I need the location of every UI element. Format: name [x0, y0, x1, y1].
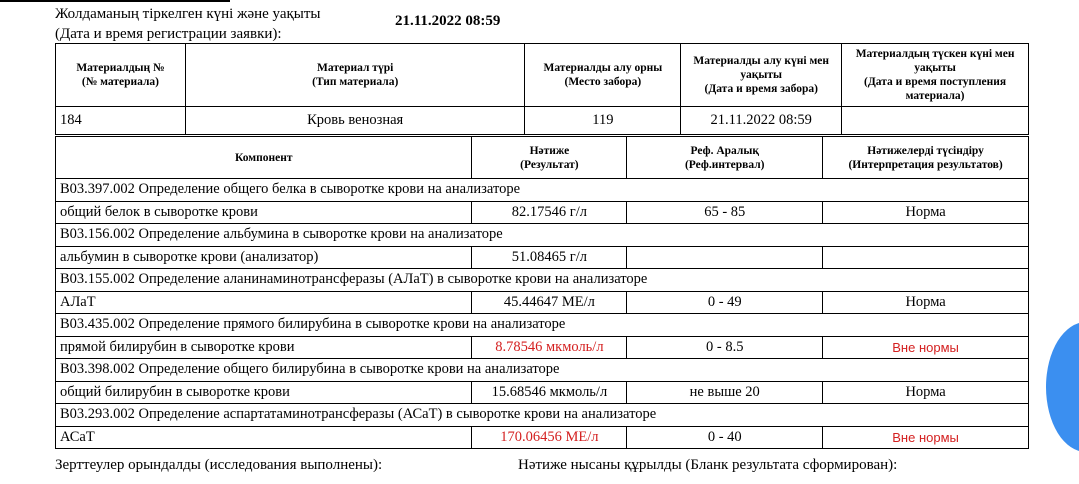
- result-value: 15.68546 мкмоль/л: [472, 381, 627, 404]
- test-group-title: B03.397.002 Определение общего белка в сыворотке крови на анализаторе: [56, 179, 1029, 202]
- footer-performed: Зерттеулер орындалды (исследования выполнены):: [55, 457, 383, 473]
- result-value: 82.17546 г/л: [472, 201, 627, 224]
- test-group-row: [56, 269, 1029, 292]
- collection-place: 119: [525, 107, 681, 135]
- material-header-row: [56, 44, 1029, 107]
- header-collection-place: Материалды алу орны (Место забора): [525, 44, 681, 107]
- material-type: Кровь венозная: [185, 107, 525, 135]
- decorative-blue-shape: [1046, 322, 1079, 452]
- test-group-row: [56, 224, 1029, 247]
- component-name: прямой билирубин в сыворотке крови: [56, 336, 472, 359]
- test-group-row: [56, 359, 1029, 382]
- material-table: [55, 43, 1029, 135]
- reference-interval: [627, 246, 823, 269]
- component-name: общий билирубин в сыворотке крови: [56, 381, 472, 404]
- result-value: 8.78546 мкмоль/л: [472, 336, 627, 359]
- result-value: 51.08465 г/л: [472, 246, 627, 269]
- interpretation: [823, 246, 1029, 269]
- results-header-row: [56, 137, 1029, 179]
- header-material-number: Материалдың № (№ материала): [56, 44, 186, 107]
- collection-datetime: 21.11.2022 08:59: [681, 107, 842, 135]
- test-group-title: B03.156.002 Определение альбумина в сыворотке крови на анализаторе: [56, 224, 1029, 247]
- component-name: общий белок в сыворотке крови: [56, 201, 472, 224]
- reference-interval: 0 - 49: [627, 291, 823, 314]
- component-name: альбумин в сыворотке крови (анализатор): [56, 246, 472, 269]
- test-group-title: B03.293.002 Определение аспартатаминотрансферазы (АСаТ) в сыворотке крови на анализаторе: [56, 404, 1029, 427]
- header-component: Компонент: [56, 137, 472, 179]
- result-row: [56, 246, 1029, 269]
- interpretation: Норма: [823, 201, 1029, 224]
- top-border-line: [0, 0, 230, 2]
- header-collection-datetime: Материалды алу күні мен уақыты (Дата и время забора): [681, 44, 842, 107]
- result-row: [56, 291, 1029, 314]
- component-name: АСаТ: [56, 426, 472, 449]
- test-group-title: B03.435.002 Определение прямого билирубина в сыворотке крови на анализаторе: [56, 314, 1029, 337]
- test-group-row: [56, 179, 1029, 202]
- test-group-title: B03.155.002 Определение аланинаминотрансферазы (АЛаТ) в сыворотке крови на анализаторе: [56, 269, 1029, 292]
- registration-label: Жолдаманың тіркелген күні және уақыты (Дата и время регистрации заявки):: [55, 6, 321, 42]
- interpretation: Норма: [823, 381, 1029, 404]
- test-group-row: [56, 404, 1029, 427]
- interpretation: Вне нормы: [823, 426, 1029, 449]
- result-row: [56, 426, 1029, 449]
- results-table: [55, 136, 1029, 449]
- test-group-row: [56, 314, 1029, 337]
- header-ref-interval: Реф. Аралық (Реф.интервал): [627, 137, 823, 179]
- component-name: АЛаТ: [56, 291, 472, 314]
- footer-formed: Нәтиже нысаны құрылды (Бланк результата сформирован):: [518, 457, 898, 473]
- interpretation: Норма: [823, 291, 1029, 314]
- reference-interval: 65 - 85: [627, 201, 823, 224]
- reference-interval: 0 - 8.5: [627, 336, 823, 359]
- header-material-type: Материал түрі (Тип материала): [185, 44, 525, 107]
- received-datetime: [842, 107, 1029, 135]
- result-value: 45.44647 МЕ/л: [472, 291, 627, 314]
- material-number: 184: [56, 107, 186, 135]
- result-row: [56, 201, 1029, 224]
- interpretation: Вне нормы: [823, 336, 1029, 359]
- material-row: [56, 107, 1029, 135]
- reference-interval: 0 - 40: [627, 426, 823, 449]
- result-value: 170.06456 МЕ/л: [472, 426, 627, 449]
- header-result: Нәтиже (Результат): [472, 137, 627, 179]
- result-row: [56, 381, 1029, 404]
- test-group-title: B03.398.002 Определение общего билирубина в сыворотке крови на анализаторе: [56, 359, 1029, 382]
- header-received-datetime: Материалдың түскен күні мен уақыты (Дата и время поступления материала): [842, 44, 1029, 107]
- reference-interval: не выше 20: [627, 381, 823, 404]
- header-interpretation: Нәтижелерді түсіндіру (Интерпретация результатов): [823, 137, 1029, 179]
- result-row: [56, 336, 1029, 359]
- registration-datetime: 21.11.2022 08:59: [395, 13, 501, 29]
